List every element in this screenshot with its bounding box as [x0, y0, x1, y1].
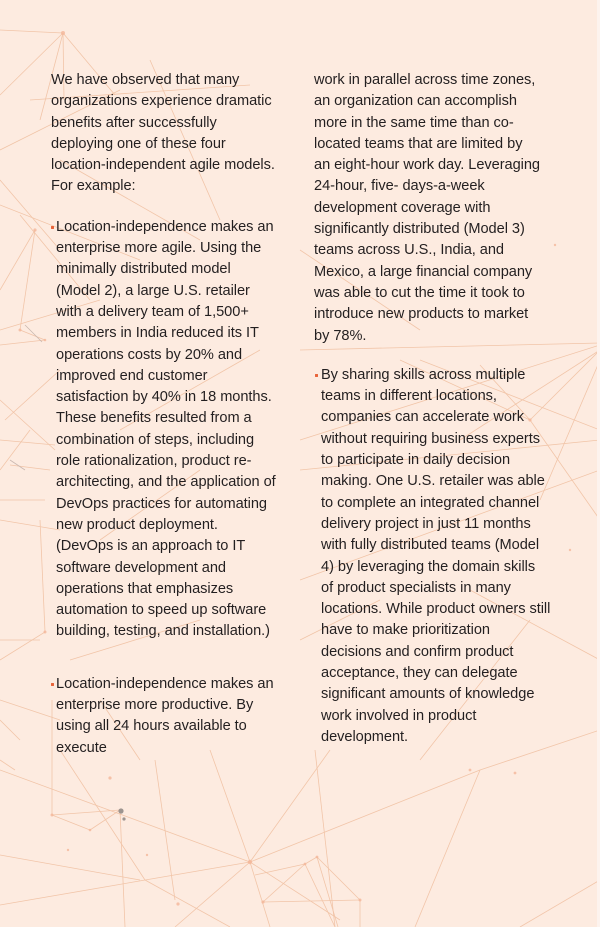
bullet-item-agile: [51, 217, 296, 643]
bullet-item-sharing-skills: [314, 365, 570, 748]
right-column: [314, 70, 570, 748]
bullet-square-icon: [51, 226, 54, 229]
bullet-item-productive: [51, 674, 296, 759]
bullet-square-icon: [51, 683, 54, 686]
intro-paragraph: We have observed that many organizations experience dramatic benefits after successfully deploying one of these four location-independent agile models. For example:: [51, 72, 275, 195]
left-column: [51, 70, 296, 759]
bullet-square-icon: [315, 374, 318, 377]
bullet-text-sharing-skills: By sharing skills across multiple teams in different locations, companies can accelerate work without requiring business experts to participate in daily decision making. One U.S. retailer was able to complete an integrated channel delivery project in just 11 months with fully distributed teams (Model 4) by leveraging the domain skills of product specialists in many locations. While product owners still have to make prioritization decisions and confirm product acceptance, they can delegate significant amounts of knowledge work involved in product development.: [321, 366, 551, 745]
bullet-text-productive: Location-independence makes an enterprise more productive. By using all 24 hours available to execute: [56, 675, 274, 756]
bullet-text-agile: Location-independence makes an enterprise more agile. Using the minimally distributed model (Model 2), a large U.S. retailer with a delivery team of 1,500+ members in India reduced its IT operations costs by 20% and improved end customer satisfaction by 40% in 18 months. These benefits resulted from a combination of steps, including role rationalization, product re- architecting, and the application of DevOps practices for automating new product deployment. (DevOps is an approach to IT software development and operations that emphasizes automation to speed up software building, testing, and installation.): [56, 218, 276, 640]
continuation-paragraph: work in parallel across time zones, an organization can accomplish more in the same time than co- located teams that are limited by an eight-hour work day. Leveraging 24-hour, five- days-a-week development coverage with significantly distributed (Model 3) teams across U.S., India, and Mexico, a large financial company was able to cut the time it took to introduce new products to market by 78%.: [314, 72, 540, 344]
